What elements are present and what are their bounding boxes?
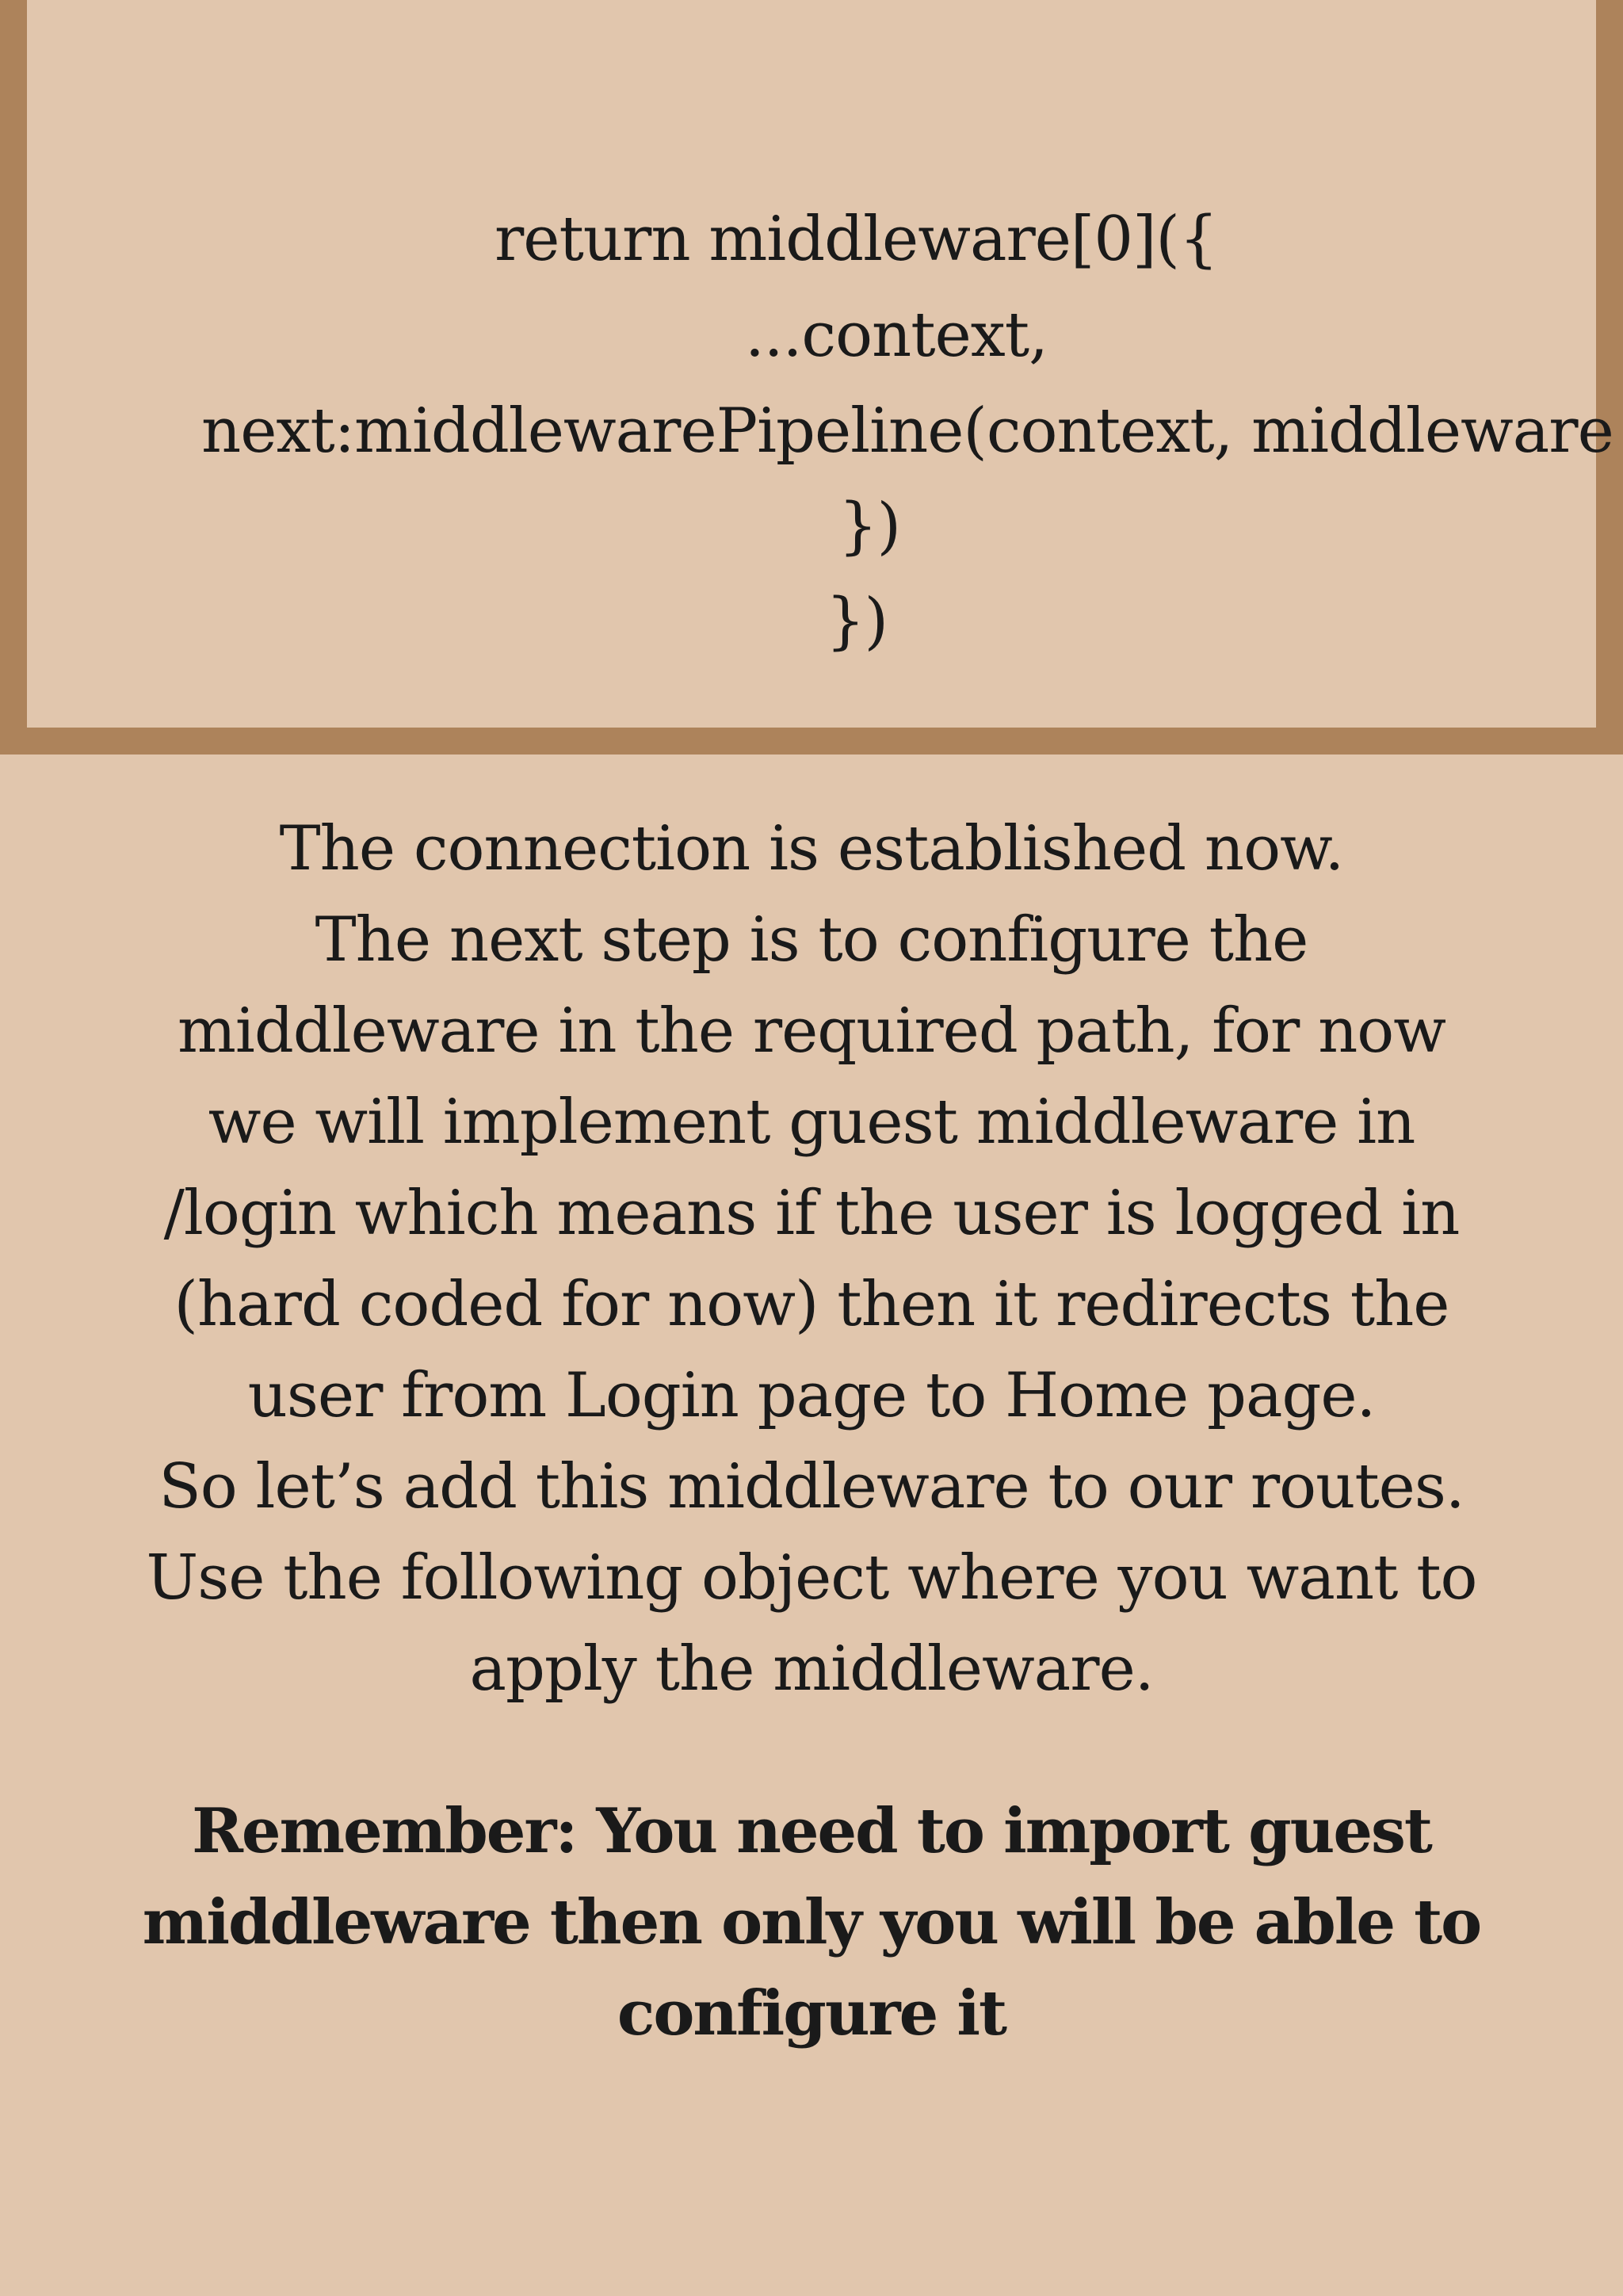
code-line: }) — [838, 491, 901, 562]
remember-note — [0, 1786, 1623, 2059]
paragraph-line: The next step is to configure the — [315, 904, 1308, 976]
code-block — [27, 0, 1613, 728]
remember-line: middleware then only you will be able to — [142, 1886, 1481, 1958]
remember-line: Remember: You need to import guest — [192, 1795, 1431, 1867]
code-line: }) — [826, 586, 888, 657]
paragraph-line: we will implement guest middleware in — [208, 1087, 1415, 1158]
paragraph-line: middleware in the required path, for now — [177, 995, 1446, 1067]
paragraph-line: user from Login page to Home page. — [247, 1360, 1376, 1431]
paragraph-line: Use the following object where you want to — [146, 1542, 1477, 1614]
code-line: next:middlewarePipeline(context, middleware — [201, 395, 1613, 467]
paragraph-line: (hard coded for now) then it redirects the — [174, 1269, 1449, 1340]
paragraph-line: /login which means if the user is logged in — [163, 1178, 1460, 1249]
remember-line: configure it — [617, 1977, 1006, 2050]
paragraph-line: The connection is established now. — [279, 813, 1344, 884]
paragraph-line: apply the middleware. — [469, 1633, 1154, 1705]
code-block-frame — [0, 0, 1623, 755]
paragraph-line: So let’s add this middleware to our routes. — [158, 1451, 1465, 1522]
code-line: return middleware[0]({ — [495, 204, 1218, 275]
explanation-paragraph — [0, 804, 1623, 1715]
code-line: ...context, — [745, 300, 1048, 371]
